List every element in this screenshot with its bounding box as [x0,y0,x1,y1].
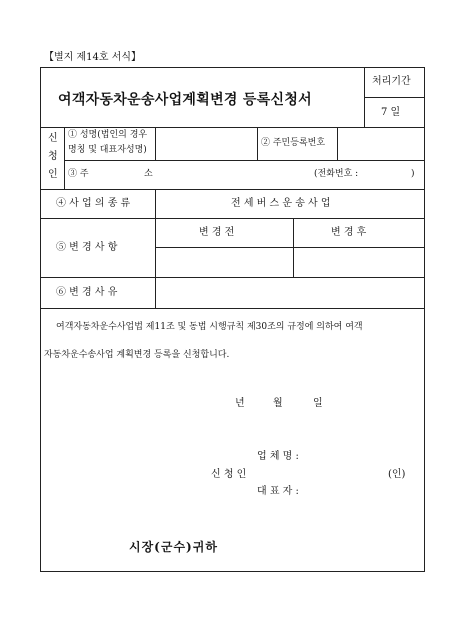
address-label-2: 소 [144,169,153,179]
business-type-label: ④ 사 업 의 종 류 [56,198,131,209]
applicant-label: 신 청 인 [211,469,247,480]
address-label: ③ 주 [68,169,89,179]
date-day: 일 [313,398,323,409]
phone-close-paren: ) [411,169,415,179]
name-label-line1: ① 성명(법인의 경우 [68,130,148,140]
applicant-side-label-2: 청 [48,151,58,162]
form-title: 여객자동차운송사업계획변경 등록신청서 [58,92,313,108]
before-change-header: 변 경 전 [199,227,235,238]
processing-period-label: 처리기간 [372,76,411,87]
company-name-label: 업 체 명 : [257,451,299,462]
after-change-header: 변 경 후 [331,227,367,238]
form-frame [40,67,425,572]
applicant-side-label-3: 인 [48,169,58,180]
declaration-line-1: 여객자동차운수사업법 제11조 및 동법 시행규칙 제30조의 규정에 의하여 여객 [56,322,363,332]
applicant-side-label-1: 신 [48,133,58,144]
resident-number-label: ② 주민등록번호 [261,138,326,148]
date-year: 년 [235,398,245,409]
form-tag: 【별지 제14호 서식】 [44,52,142,63]
date-month: 월 [273,398,283,409]
change-reason-label: ⑥ 변 경 사 유 [56,287,118,298]
representative-label: 대 표 자 : [257,486,299,497]
phone-label: (전화번호 : [314,169,359,179]
business-type-value: 전 세 버 스 운 송 사 업 [231,198,331,209]
seal-mark: (인) [388,469,406,480]
name-label-line2: 명칭 및 대표자성명) [68,145,147,155]
processing-period-value: 7 일 [381,107,401,118]
change-items-label: ⑤ 변 경 사 항 [56,242,118,253]
declaration-line-2: 자동차운수송사업 계획변경 등록을 신청합니다. [44,350,230,360]
addressee: 시장(군수)귀하 [129,540,218,554]
